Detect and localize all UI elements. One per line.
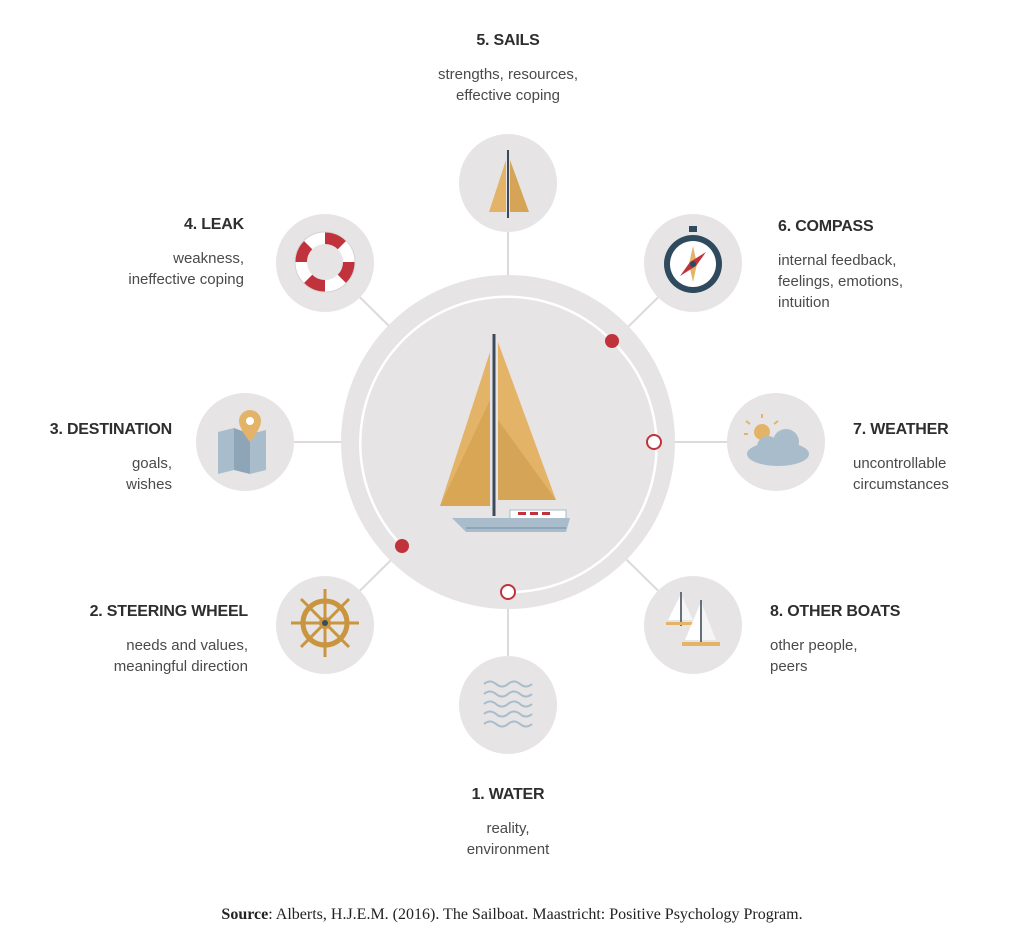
sails-description (408, 64, 608, 106)
other-boats-description (770, 635, 970, 677)
steering-description (48, 635, 248, 677)
source-citation (0, 906, 1024, 924)
source-label: Source (221, 906, 269, 923)
steering-desc-line: needs and values, (126, 637, 248, 654)
other-boats-desc-line: other people, (770, 637, 858, 654)
weather-label-group (853, 421, 1018, 495)
marker-hollow-dot (647, 435, 661, 449)
water-title: 1. WATER (471, 786, 545, 803)
destination-desc-line: wishes (126, 476, 172, 493)
destination-title: 3. DESTINATION (49, 421, 172, 438)
marker-red-dot (395, 539, 409, 553)
steering-title: 2. STEERING WHEEL (89, 603, 248, 620)
sails-desc-line: strengths, resources, (437, 66, 579, 83)
compass-desc-line: intuition (778, 294, 830, 311)
leak-description (84, 248, 244, 290)
leak-desc-line: weakness, (173, 250, 244, 267)
other-boats-label-group (770, 603, 970, 677)
other-boats-desc-line: peers (770, 658, 808, 675)
water-label-group (408, 786, 608, 860)
weather-desc-line: circumstances (853, 476, 949, 493)
steering-label-group (48, 603, 248, 677)
leak-circle (276, 214, 374, 312)
water-description (408, 818, 608, 860)
water-desc-line: reality, (486, 820, 530, 837)
destination-label-group (12, 421, 172, 495)
steering-desc-line: meaningful direction (113, 658, 248, 675)
marker-red-dot (605, 334, 619, 348)
source-text: : Alberts, H.J.E.M. (2016). The Sailboat. Maastricht: Positive Psychology Program. (268, 906, 803, 923)
weather-description (853, 453, 1018, 495)
leak-desc-line: ineffective coping (128, 271, 244, 288)
compass-desc-line: internal feedback, (778, 252, 897, 269)
destination-description (12, 453, 172, 495)
leak-label-group (84, 216, 244, 290)
weather-title: 7. WEATHER (853, 421, 949, 438)
compass-description (778, 250, 978, 313)
leak-title: 4. LEAK (184, 216, 244, 233)
weather-desc-line: uncontrollable (853, 455, 947, 472)
compass-desc-line: feelings, emotions, (778, 273, 904, 290)
steering-wheel-icon (291, 589, 359, 657)
marker-hollow-dot (501, 585, 515, 599)
sails-desc-line: effective coping (456, 87, 560, 104)
other-boats-title: 8. OTHER BOATS (770, 603, 901, 620)
sails-title: 5. SAILS (476, 32, 540, 49)
compass-title: 6. COMPASS (778, 218, 874, 235)
destination-desc-line: goals, (131, 455, 172, 472)
compass-label-group (778, 218, 978, 313)
water-desc-line: environment (466, 841, 550, 858)
sails-label-group (408, 32, 608, 106)
